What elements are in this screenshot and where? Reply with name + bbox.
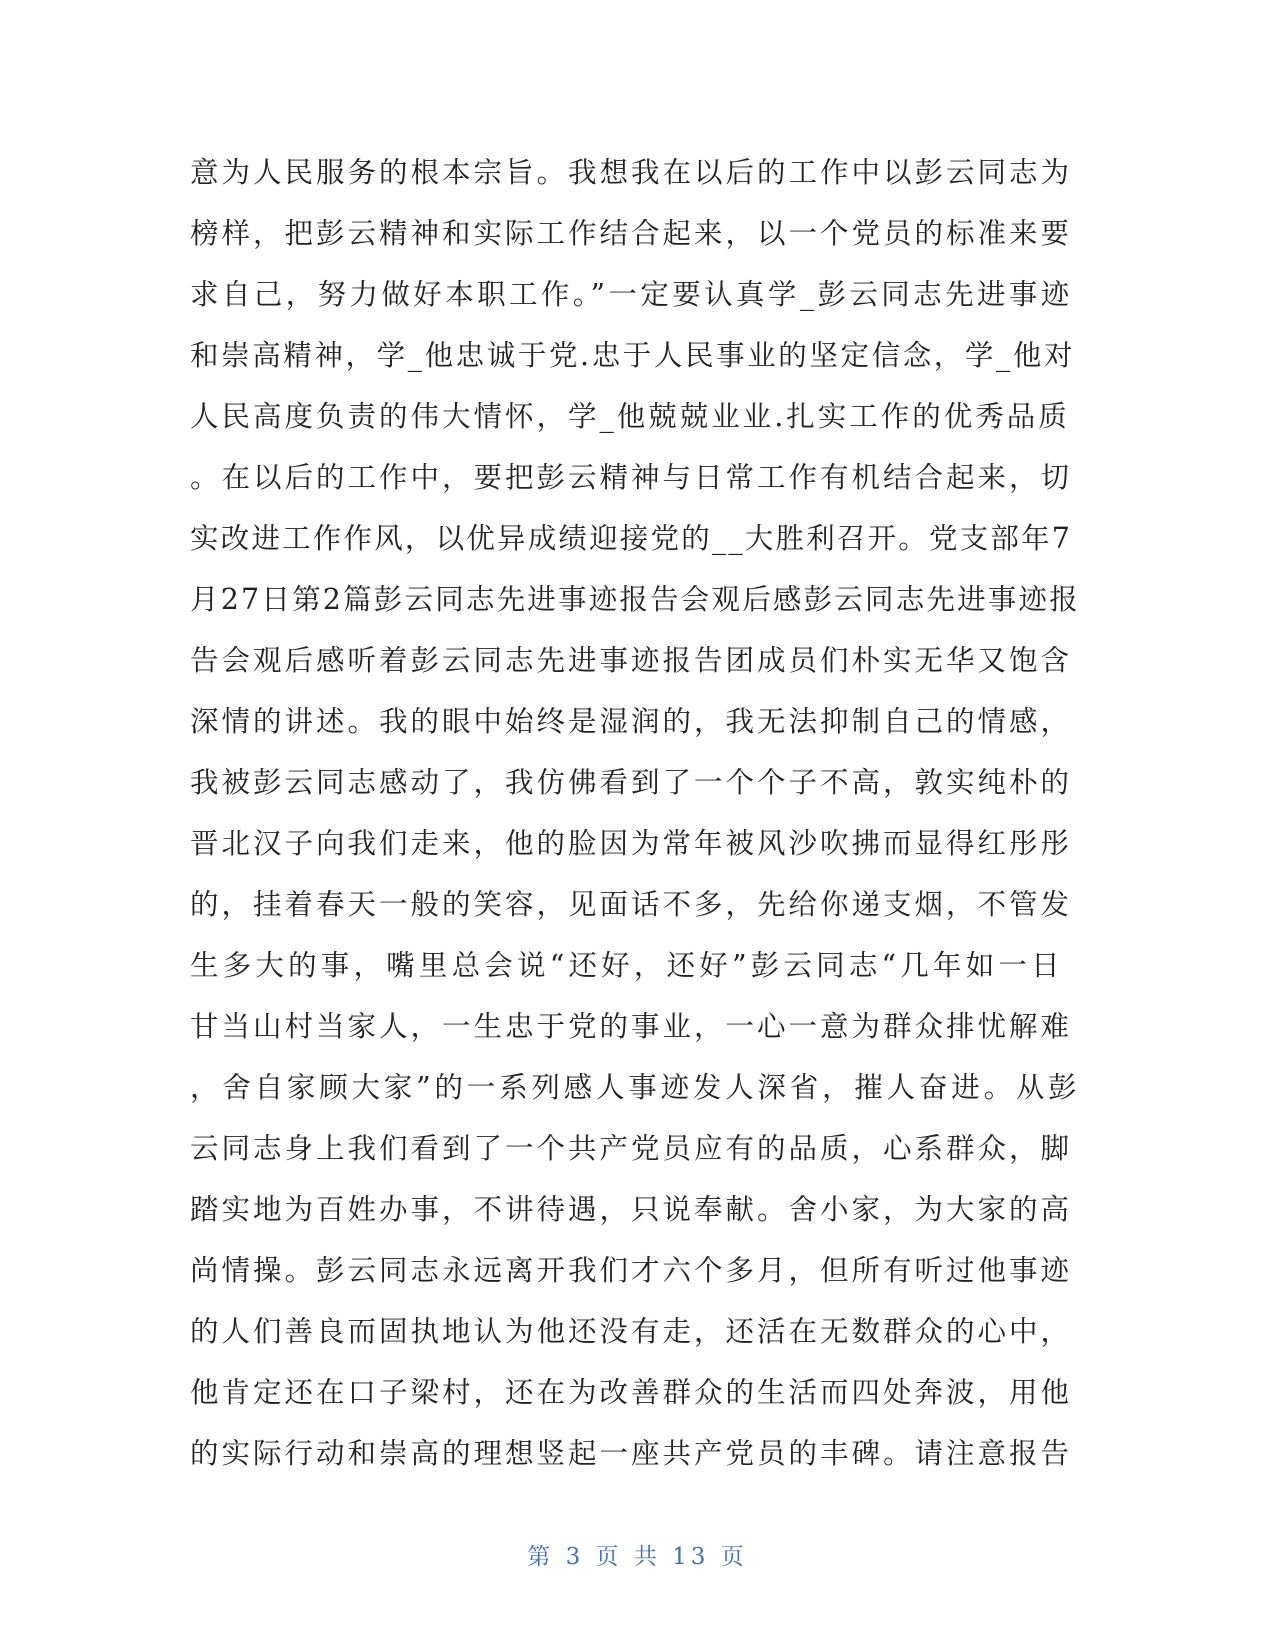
text-line: 生多大的事，嘴里总会说“还好，还好”彭云同志“几年如一日 xyxy=(190,949,1064,982)
page-number-footer: 第 3 页 共 13 页 xyxy=(527,1544,748,1570)
text-line: 人民高度负责的伟大情怀，学_他兢兢业业.扎实工作的优秀品质 xyxy=(190,400,1070,433)
text-line: 我被彭云同志感动了，我仿佛看到了一个个子不高，敦实纯朴的 xyxy=(190,766,1073,799)
text-line: 的，挂着春天一般的笑容，见面话不多，先给你递支烟，不管发 xyxy=(190,888,1073,921)
text-line: 甘当山村当家人，一生忠于党的事业，一心一意为群众排忧解难 xyxy=(190,1010,1073,1043)
text-line: 。在以后的工作中，要把彭云精神与日常工作有机结合起来，切 xyxy=(190,461,1073,494)
text-line: 意为人民服务的根本宗旨。我想我在以后的工作中以彭云同志为 xyxy=(190,156,1073,189)
text-line: 实改进工作作风，以优异成绩迎接党的__大胜利召开。党支部年7 xyxy=(190,522,1073,555)
text-line: 尚情操。彭云同志永远离开我们才六个多月，但所有听过他事迹 xyxy=(190,1254,1073,1287)
text-line: 求自己，努力做好本职工作。”一定要认真学_彭云同志先进事迹 xyxy=(190,278,1073,311)
text-line: 的实际行动和崇高的理想竖起一座共产党员的丰碑。请注意报告 xyxy=(190,1437,1073,1470)
text-line: 云同志身上我们看到了一个共产党员应有的品质，心系群众，脚 xyxy=(190,1132,1073,1165)
text-line: 他肯定还在口子梁村，还在为改善群众的生活而四处奔波，用他 xyxy=(190,1376,1073,1409)
text-line: ，舍自家顾大家”的一系列感人事迹发人深省，摧人奋进。从彭 xyxy=(190,1071,1081,1104)
text-line: 和崇高精神，学_他忠诚于党.忠于人民事业的坚定信念，学_他对 xyxy=(190,339,1076,372)
text-line: 踏实地为百姓办事，不讲待遇，只说奉献。舍小家，为大家的高 xyxy=(190,1193,1073,1226)
body-text xyxy=(190,142,1080,1484)
text-line: 深情的讲述。我的眼中始终是湿润的，我无法抑制自己的情感， xyxy=(190,705,1073,738)
text-line: 月27日第2篇彭云同志先进事迹报告会观后感彭云同志先进事迹报 xyxy=(190,583,1080,616)
text-line: 的人们善良而固执地认为他还没有走，还活在无数群众的心中， xyxy=(190,1315,1073,1348)
text-line: 告会观后感听着彭云同志先进事迹报告团成员们朴实无华又饱含 xyxy=(190,644,1073,677)
text-line: 榜样，把彭云精神和实际工作结合起来，以一个党员的标准来要 xyxy=(190,217,1073,250)
text-line: 晋北汉子向我们走来，他的脸因为常年被风沙吹拂而显得红彤彤 xyxy=(190,827,1073,860)
